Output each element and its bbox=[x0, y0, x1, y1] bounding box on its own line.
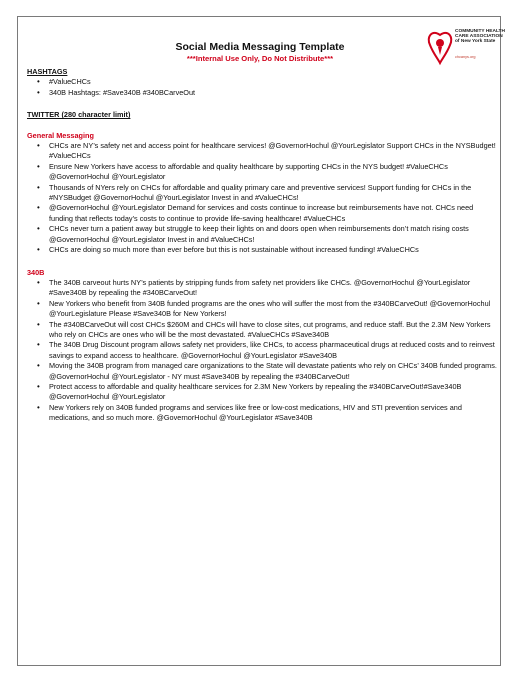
general-messaging-list bbox=[27, 141, 497, 255]
general-messaging-heading: General Messaging bbox=[27, 130, 94, 140]
document-body bbox=[27, 67, 497, 424]
list-item: • The #340BCarveOut will cost CHCs $260M and CHCs will have to close sites, cut programs, and reduce staff. But the 2.3M New Yorkers who rely on CHCs are ones who will be the most devastated. #ValueCHCs #Save340B bbox=[49, 320, 497, 341]
list-item: • Protect access to affordable and quality healthcare services for 2.3M New Yorkers by repealing the #340BCarveOut!#Save340B @GovernorHochul @YourLegislator bbox=[49, 382, 497, 403]
list-item: • Thousands of NYers rely on CHCs for affordable and quality primary care and preventive services! Support funding for CHCs in the #NYSBudget @GovernorHochul @YourLegislator Invest in and #ValueCHCs! bbox=[49, 183, 497, 204]
list-item: • @GovernorHochul @YourLegislator Demand for services and costs continue to increase but reimbursements have not. CHCs need funding that reflects today’s costs to continue to provide life-saving healthcare! #ValueCHCs bbox=[49, 203, 497, 224]
list-item: • The 340B Drug Discount program allows safety net providers, like CHCs, to access pharmaceutical drugs at reduced costs and to reinvest savings to expand access to healthcare. @GovernorHochul @YourLegislator #Save340B bbox=[49, 340, 497, 361]
list-item: • CHCs never turn a patient away but struggle to keep their lights on and doors open when reimbursements don’t match rising costs @GovernorHochul @YourLegislator Invest in and #ValueCHCs! bbox=[49, 224, 497, 245]
logo-text: COMMUNITY HEALTH CARE ASSOCIATION of New York State bbox=[455, 29, 505, 45]
list-item: • The 340B carveout hurts NY’s patients by stripping funds from safety net providers like CHCs. @GovernorHochul @YourLegislator #Save340B by repealing the #340BCarveOut! bbox=[49, 278, 497, 299]
section-340b-heading: 340B bbox=[27, 267, 45, 277]
hashtags-list bbox=[27, 77, 497, 98]
page-title: Social Media Messaging Template bbox=[175, 41, 345, 53]
twitter-heading: TWITTER (280 character limit) bbox=[27, 110, 131, 120]
document-page bbox=[17, 16, 505, 666]
page-subtitle: ***Internal Use Only, Do Not Distribute*** bbox=[186, 54, 334, 63]
list-item: • Ensure New Yorkers have access to affordable and quality healthcare by supporting CHCs in the NYS budget! #ValueCHCs @GovernorHochul @YourLegislator bbox=[49, 162, 497, 183]
list-item: • Moving the 340B program from managed care organizations to the State will devastate patients who rely on CHCs’ 340B funded programs. @GovernorHochul @YourLegislator - NY must #Save340B by repealing the #340BCarveOut! bbox=[49, 361, 497, 382]
list-item: • 340B Hashtags: #Save340B #340BCarveOut bbox=[49, 88, 497, 98]
list-item: • #ValueCHCs bbox=[49, 77, 497, 87]
list-item: • New Yorkers rely on 340B funded programs and services like free or low-cost medications, HIV and STI prevention services and medications, and so much more. @GovernorHochul @YourLegislator #Save340B bbox=[49, 403, 497, 424]
section-340b-list bbox=[27, 278, 497, 424]
list-item: • CHCs are doing so much more than ever before but this is not sustainable without increased funding! #ValueCHCs bbox=[49, 245, 497, 255]
list-item: • CHCs are NY’s safety net and access point for healthcare services! @GovernorHochul @YourLegislator Support CHCs in the NYSBudget! #ValueCHCs bbox=[49, 141, 497, 162]
logo-url: chcanys.org bbox=[455, 55, 476, 59]
list-item: • New Yorkers who benefit from 340B funded programs are the ones who will suffer the most from the #340BCarveOut! @GovernorHochul @YourLegislature Please #Save340B for New Yorkers! bbox=[49, 299, 497, 320]
hashtags-heading: HASHTAGS bbox=[27, 67, 68, 76]
